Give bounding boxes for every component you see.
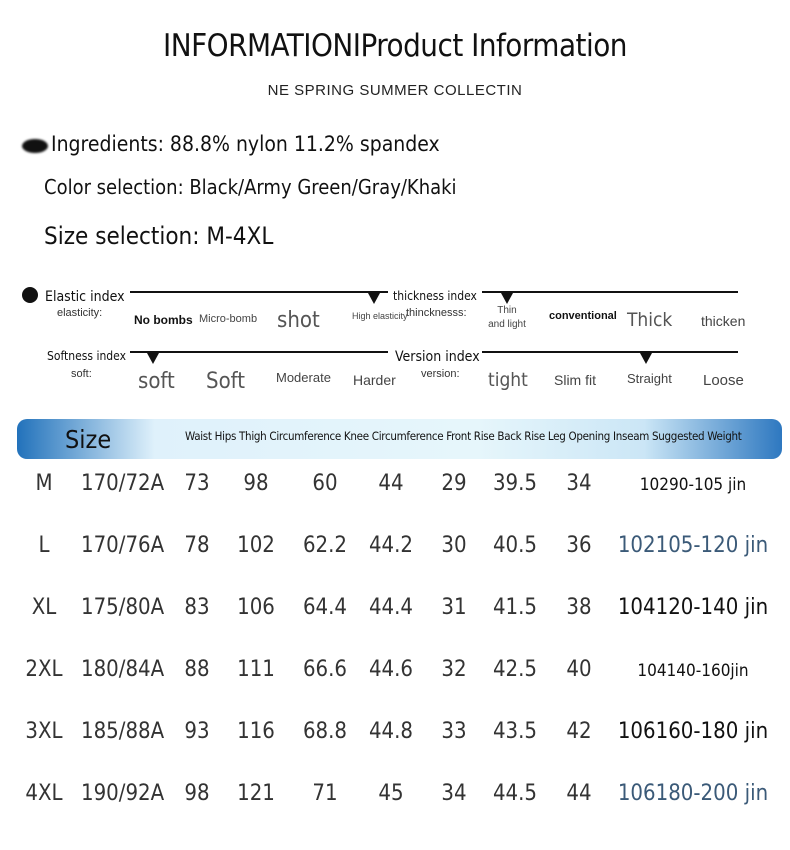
elastic-option-4: High elasticity: [352, 311, 408, 321]
softness-option-1: soft: [138, 369, 175, 394]
version-index-label: Version index: [395, 349, 480, 365]
cell-back-rise: 43.5: [492, 719, 538, 744]
version-marker: [640, 353, 652, 364]
version-option-4: Loose: [703, 372, 744, 389]
cell-front-rise: 30: [441, 533, 467, 558]
cell-front-rise: 31: [441, 595, 467, 620]
cell-knee: 45: [378, 781, 404, 806]
cell-back-rise: 40.5: [492, 533, 538, 558]
cell-thigh: 66.6: [302, 657, 348, 682]
cell-size: M: [35, 471, 53, 496]
page-subtitle: NE SPRING SUMMER COLLECTIN: [267, 82, 523, 99]
cell-knee: 44: [378, 471, 404, 496]
cell-hips: 111: [237, 657, 275, 682]
cell-back-rise: 39.5: [492, 471, 538, 496]
softness-index-sub: soft:: [71, 368, 92, 380]
cell-standard: 170/76A: [81, 533, 165, 558]
cell-suggested-weight: 102105-120 jin: [617, 533, 769, 558]
cell-waist: 98: [184, 781, 210, 806]
cell-waist: 93: [184, 719, 210, 744]
cell-leg-opening: 40: [566, 657, 592, 682]
cell-waist: 78: [184, 533, 210, 558]
page-title: INFORMATIONIProduct Information: [163, 28, 627, 64]
cell-knee: 44.8: [368, 719, 414, 744]
cell-thigh: 60: [312, 471, 338, 496]
cell-hips: 98: [243, 471, 269, 496]
cell-standard: 185/88A: [81, 719, 165, 744]
cell-thigh: 62.2: [302, 533, 348, 558]
cell-leg-opening: 34: [566, 471, 592, 496]
cell-knee: 44.4: [368, 595, 414, 620]
cell-knee: 44.6: [368, 657, 414, 682]
thickness-option-4: thicken: [701, 313, 746, 329]
cell-standard: 170/72A: [81, 471, 165, 496]
thickness-scale-line: [482, 291, 738, 293]
cell-suggested-weight: 106180-200 jin: [617, 781, 769, 806]
cell-leg-opening: 36: [566, 533, 592, 558]
cell-back-rise: 41.5: [492, 595, 538, 620]
cell-suggested-weight: 104140-160jin: [637, 661, 749, 681]
thickness-index-label: thickness index: [393, 289, 477, 303]
cell-size: L: [38, 533, 50, 558]
version-index-sub: version:: [421, 368, 460, 380]
cell-waist: 83: [184, 595, 210, 620]
bullet-blob: [22, 139, 48, 153]
cell-hips: 121: [237, 781, 275, 806]
cell-hips: 106: [237, 595, 275, 620]
elastic-index-sub: elasticity:: [57, 307, 103, 319]
cell-back-rise: 42.5: [492, 657, 538, 682]
thickness-option-1: Thin and light: [488, 305, 526, 330]
cell-thigh: 68.8: [302, 719, 348, 744]
cell-size: 3XL: [25, 719, 63, 744]
version-option-2: Slim fit: [554, 372, 596, 388]
cell-front-rise: 32: [441, 657, 467, 682]
softness-option-4: Harder: [353, 372, 396, 388]
cell-knee: 44.2: [368, 533, 414, 558]
elastic-index-label: Elastic index: [45, 289, 125, 305]
cell-front-rise: 29: [441, 471, 467, 496]
size-selection-text: Size selection: M-4XL: [44, 222, 274, 250]
cell-hips: 102: [237, 533, 275, 558]
cell-leg-opening: 44: [566, 781, 592, 806]
elastic-scale-line: [130, 291, 388, 293]
cell-waist: 73: [184, 471, 210, 496]
cell-leg-opening: 42: [566, 719, 592, 744]
cell-leg-opening: 38: [566, 595, 592, 620]
cell-thigh: 71: [312, 781, 338, 806]
cell-thigh: 64.4: [302, 595, 348, 620]
ingredients-text: Ingredients: 88.8% nylon 11.2% spandex: [51, 132, 440, 156]
cell-front-rise: 34: [441, 781, 467, 806]
elastic-option-3: shot: [277, 308, 320, 333]
cell-standard: 180/84A: [81, 657, 165, 682]
cell-suggested-weight: 10290-105 jin: [639, 475, 747, 495]
color-selection-text: Color selection: Black/Army Green/Gray/Khaki: [44, 175, 457, 199]
version-option-3: Straight: [627, 371, 672, 386]
cell-size: XL: [31, 595, 57, 620]
cell-suggested-weight: 106160-180 jin: [617, 719, 769, 744]
cell-waist: 88: [184, 657, 210, 682]
thickness-index-sub: thincknesss:: [406, 307, 467, 319]
cell-suggested-weight: 104120-140 jin: [617, 595, 769, 620]
cell-size: 4XL: [25, 781, 63, 806]
cell-back-rise: 44.5: [492, 781, 538, 806]
cell-hips: 116: [237, 719, 275, 744]
cell-standard: 190/92A: [81, 781, 165, 806]
elastic-option-2: Micro-bomb: [199, 313, 258, 325]
cell-front-rise: 33: [441, 719, 467, 744]
elastic-marker: [368, 293, 380, 304]
thickness-option-2: conventional: [549, 310, 617, 322]
thickness-marker: [501, 293, 513, 304]
softness-marker: [147, 353, 159, 364]
size-table-headers: Waist Hips Thigh Circumference Knee Circumference Front Rise Back Rise Leg Opening Inseam Suggested Weight: [185, 429, 742, 443]
thickness-option-3: Thick: [627, 309, 673, 331]
version-option-1: tight: [488, 369, 528, 391]
cell-size: 2XL: [25, 657, 63, 682]
elastic-option-1: No bombs: [134, 313, 193, 327]
size-table-title: Size: [65, 425, 112, 454]
softness-option-3: Moderate: [276, 370, 331, 385]
softness-scale-line: [130, 351, 388, 353]
softness-option-2: Soft: [206, 369, 246, 394]
cell-standard: 175/80A: [81, 595, 165, 620]
softness-index-label: Softness index: [47, 349, 126, 363]
bullet-dot: [22, 287, 38, 303]
version-scale-line: [482, 351, 738, 353]
